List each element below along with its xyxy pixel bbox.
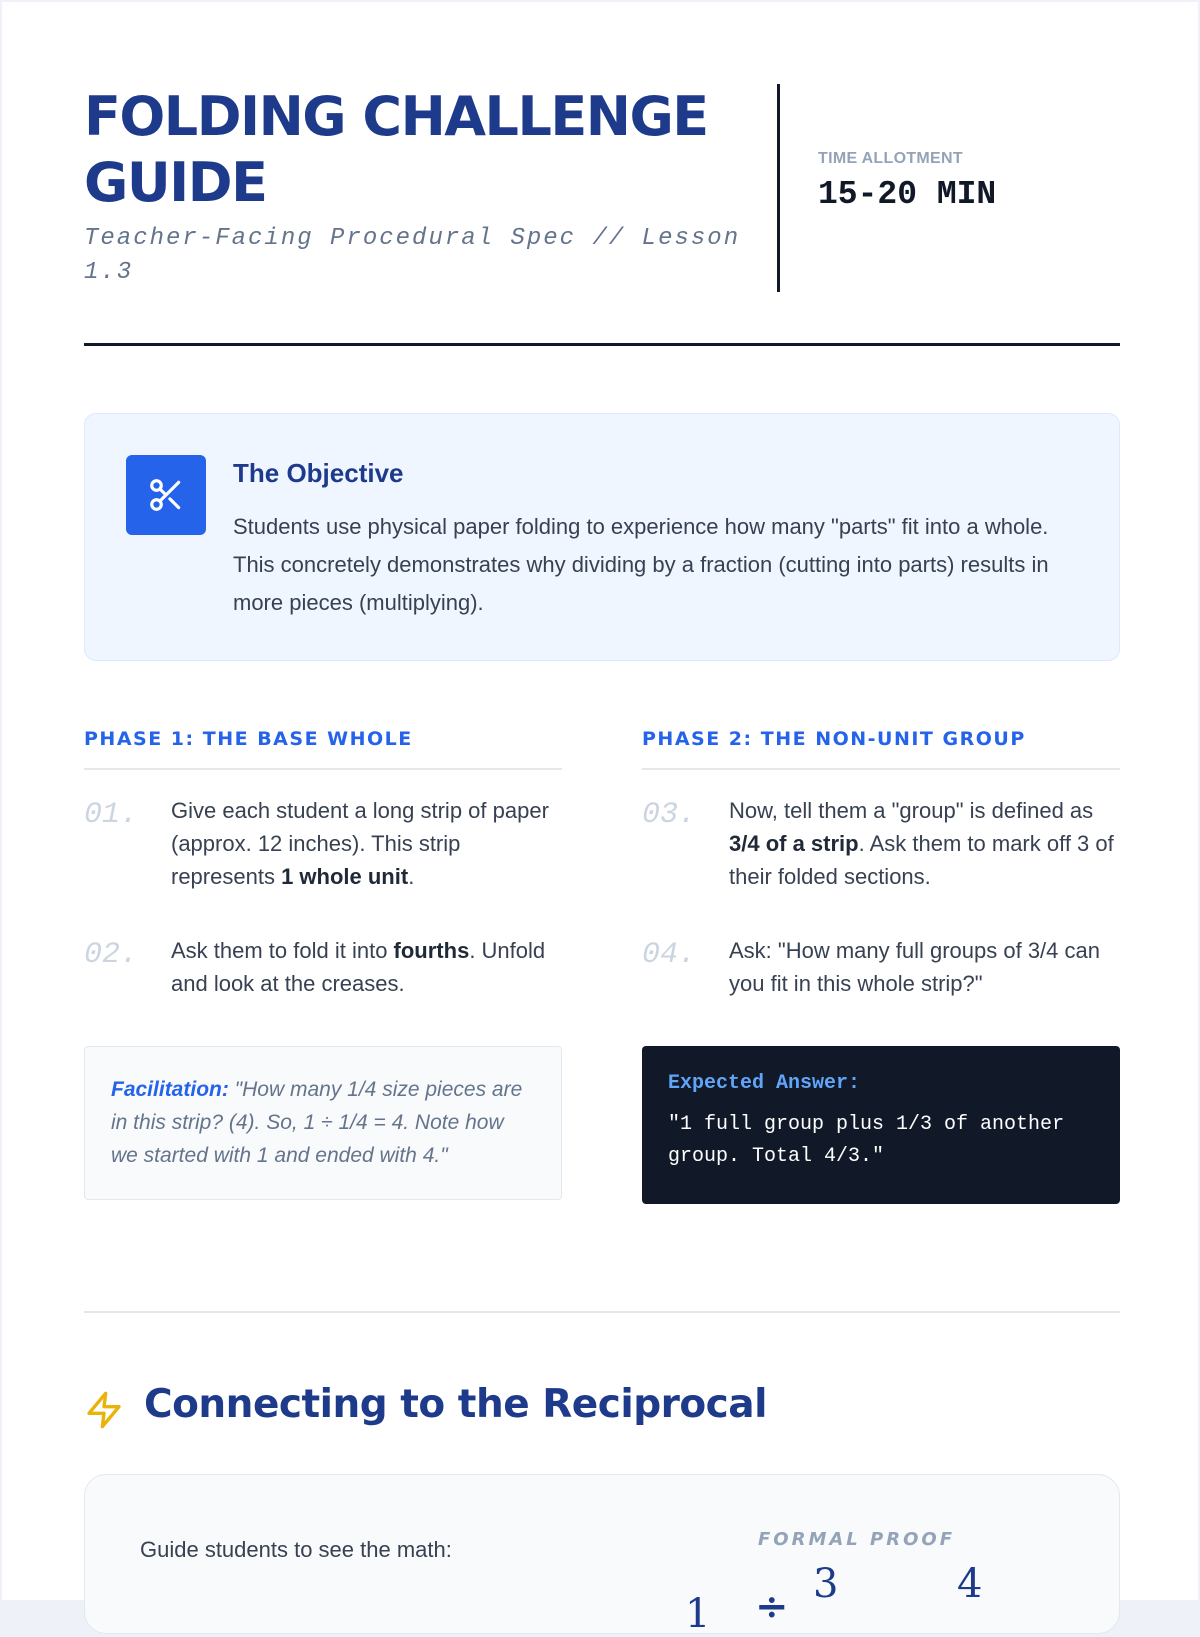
expected-answer-panel xyxy=(642,1046,1120,1204)
facilitation-text: "How many 1/4 size pieces are in this strip? (4). So, 1 ÷ 1/4 = 4. Note how we started with 1 and ended with 4." xyxy=(111,1078,523,1167)
step-02 xyxy=(84,938,562,1038)
header-divider xyxy=(777,84,780,292)
step-text: Give each student a long strip of paper (approx. 12 inches). This strip represents 1 whole unit. xyxy=(171,798,549,889)
section-divider xyxy=(84,1311,1120,1313)
page xyxy=(2,2,1198,1637)
phase-1-title: PHASE 1: THE BASE WHOLE xyxy=(84,728,562,770)
objective-text: Students use physical paper folding to experience how many "parts" fit into a whole. This concretely demonstrates why dividing by a fraction (cutting into parts) results in more pieces (multiplying). xyxy=(233,514,1049,615)
objective-card xyxy=(84,413,1120,661)
reciprocal-header xyxy=(84,1382,1120,1442)
step-text: Ask: "How many full groups of 3/4 can you fit in this whole strip?" xyxy=(729,938,1100,996)
math-term: 1 xyxy=(685,1591,711,1637)
math-numerator: 3 xyxy=(813,1561,839,1607)
page-title: FOLDING CHALLENGE GUIDE xyxy=(84,85,708,214)
page-subtitle: Teacher-Facing Procedural Spec // Lesson 1.3 xyxy=(84,225,741,286)
header-rule xyxy=(84,343,1120,346)
objective-title: The Objective xyxy=(233,458,404,488)
formal-proof-label: FORMAL PROOF xyxy=(758,1529,955,1550)
time-allotment-value: 15-20 MIN xyxy=(818,176,997,213)
time-allotment xyxy=(818,150,996,213)
phase-1-column xyxy=(84,728,562,1167)
reciprocal-title: Connecting to the Reciprocal xyxy=(144,1382,767,1427)
step-number: 03. xyxy=(642,798,697,832)
step-number: 02. xyxy=(84,938,139,972)
header-left xyxy=(84,84,776,290)
phase-2-title: PHASE 2: THE NON-UNIT GROUP xyxy=(642,728,1120,770)
facilitation-note xyxy=(84,1046,562,1200)
scissors-icon xyxy=(126,455,206,535)
guide-text: Guide students to see the math: xyxy=(140,1537,452,1562)
step-04 xyxy=(642,938,1120,1038)
step-01 xyxy=(84,798,562,938)
step-text: Ask them to fold it into fourths. Unfold and look at the creases. xyxy=(171,938,546,996)
step-03 xyxy=(642,798,1120,938)
math-operator: ÷ xyxy=(755,1583,789,1630)
expected-answer-label: Expected Answer: xyxy=(668,1072,861,1095)
time-allotment-label: TIME ALLOTMENT xyxy=(818,150,963,167)
step-number: 01. xyxy=(84,798,139,832)
expected-answer-text: "1 full group plus 1/3 of another group. Total 4/3." xyxy=(668,1113,1065,1168)
math-numerator: 4 xyxy=(957,1561,983,1607)
step-number: 04. xyxy=(642,938,697,972)
step-text: Now, tell them a "group" is defined as 3/4 of a strip. Ask them to mark off 3 of their folded sections. xyxy=(729,798,1114,889)
phase-2-column xyxy=(642,728,1120,1168)
lightning-icon xyxy=(84,1390,124,1435)
reciprocal-card xyxy=(84,1474,1120,1637)
header xyxy=(84,84,1120,292)
facilitation-label: Facilitation: xyxy=(111,1078,229,1101)
